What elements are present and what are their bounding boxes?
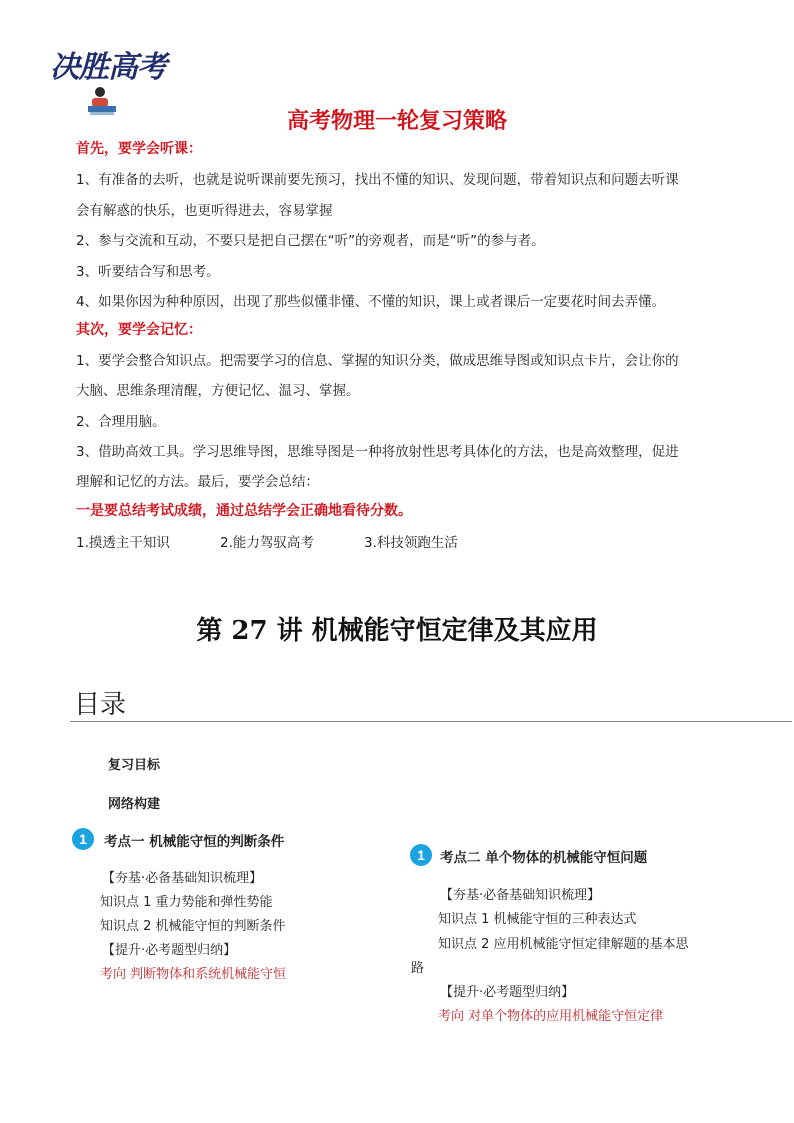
section2-line: 1、要学会整合知识点。把需要学习的信息、掌握的知识分类，做成思维导图或知识点卡片，会让你的 [76,353,679,369]
toc-topic1-line[interactable]: 知识点 2 机械能守恒的判断条件 [100,919,286,934]
toc-topic1-direction[interactable]: 考向 判断物体和系统机械能守恒 [100,967,287,982]
summary-item: 3.科技领跑生活 [364,535,458,551]
topic2-number-badge: 1 [410,844,432,866]
toc-heading: 目录 [74,690,127,720]
toc-topic1-title[interactable]: 考点一 机械能守恒的判断条件 [104,834,285,850]
section2-line: 理解和记忆的方法。最后，要学会总结： [76,474,319,490]
toc-topic1-line[interactable]: 【夯基·必备基础知识梳理】 [102,871,263,886]
section1-line: 2、参与交流和互动，不要只是把自己摆在“听”的旁观者，而是“听”的参与者。 [76,233,545,249]
toc-item-network[interactable]: 网络构建 [108,797,161,812]
summary-highlight: 一是要总结考试成绩，通过总结学会正确地看待分数。 [76,503,412,519]
section1-heading: 首先，要学会听课： [76,141,202,157]
section2-heading: 其次，要学会记忆： [76,322,202,338]
summary-item: 2.能力驾驭高考 [220,535,314,551]
toc-topic2-line[interactable]: 【夯基·必备基础知识梳理】 [440,888,601,903]
toc-topic2-line[interactable]: 知识点 2 应用机械能守恒定律解题的基本思 [438,937,689,952]
section2-line: 2、合理用脑。 [76,414,166,430]
toc-topic2-title[interactable]: 考点二 单个物体的机械能守恒问题 [440,850,648,866]
toc-item-review-goals[interactable]: 复习目标 [108,758,161,773]
section1-line: 会有解惑的快乐，也更听得进去，容易掌握 [76,203,333,219]
section1-line: 3、听要结合写和思考。 [76,264,220,280]
toc-topic1-line[interactable]: 知识点 1 重力势能和弹性势能 [100,895,273,910]
page-title: 高考物理一轮复习策略 [286,109,507,134]
toc-topic2-line[interactable]: 知识点 1 机械能守恒的三种表达式 [438,912,637,927]
summary-item: 1.摸透主干知识 [76,535,170,551]
toc-topic1-line[interactable]: 【提升·必考题型归纳】 [102,943,237,958]
section2-line: 3、借助高效工具。学习思维导图，思维导图是一种将放射性思考具体化的方法，也是高效整理，促进 [76,444,679,460]
section1-line: 4、如果你因为种种原因，出现了那些似懂非懂、不懂的知识，课上或者课后一定要花时间去弄懂。 [76,294,666,310]
toc-topic2-direction[interactable]: 考向 对单个物体的应用机械能守恒定律 [438,1009,664,1024]
section2-line: 大脑、思维条理清醒，方便记忆、温习、掌握。 [76,383,360,399]
topic1-number-badge: 1 [72,828,94,850]
logo-text: 决胜高考 [50,50,166,85]
section1-line: 1、有准备的去听，也就是说听课前要先预习，找出不懂的知识、发现问题，带着知识点和问题去听课 [76,172,679,188]
toc-topic2-line[interactable]: 【提升·必考题型归纳】 [440,985,575,1000]
toc-topic2-line[interactable]: 路 [411,961,425,976]
lecture-title: 第 27 讲 机械能守恒定律及其应用 [196,616,598,646]
toc-divider [70,721,792,722]
